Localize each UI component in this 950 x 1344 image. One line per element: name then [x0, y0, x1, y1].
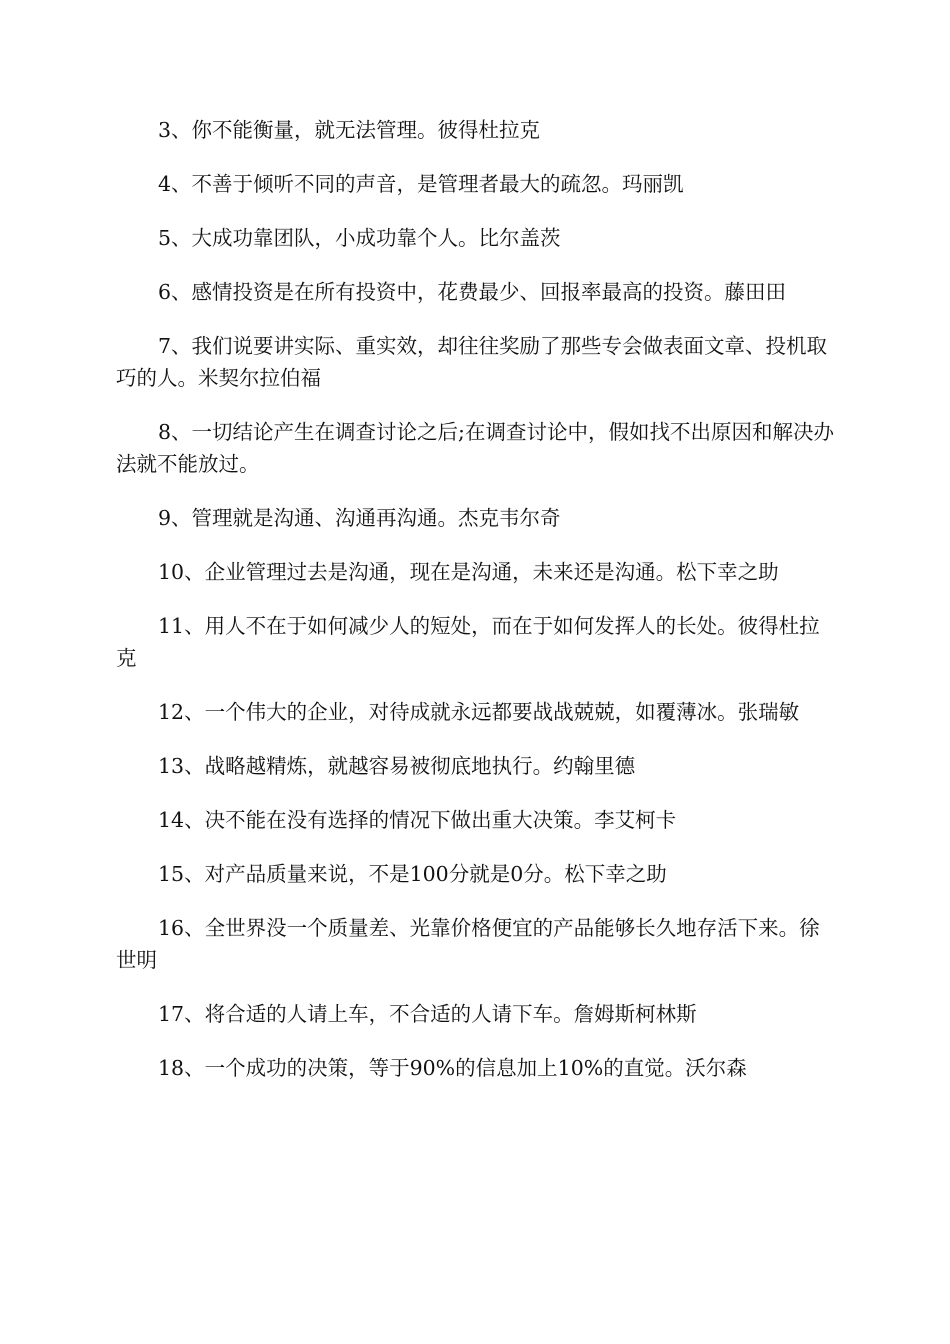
quote-paragraph-18: 18、一个成功的决策，等于90%的信息加上10%的直觉。沃尔森 — [158, 1056, 747, 1080]
quote-paragraph-13: 13、战略越精炼，就越容易被彻底地执行。约翰里德 — [158, 754, 636, 778]
quote-paragraph-11: 11、用人不在于如何减少人的短处，而在于如何发挥人的长处。彼得杜拉克 — [116, 614, 820, 670]
quote-paragraph-10: 10、企业管理过去是沟通，现在是沟通，未来还是沟通。松下幸之助 — [158, 560, 779, 584]
quote-paragraph-4: 4、不善于倾听不同的声音，是管理者最大的疏忽。玛丽凯 — [158, 172, 684, 196]
quote-paragraph-16: 16、全世界没一个质量差、光靠价格便宜的产品能够长久地存活下来。徐世明 — [116, 916, 820, 972]
quote-paragraph-9: 9、管理就是沟通、沟通再沟通。杰克韦尔奇 — [158, 506, 561, 530]
quote-paragraph-7: 7、我们说要讲实际、重实效，却往往奖励了那些专会做表面文章、投机取巧的人。米契尔拉伯福 — [116, 334, 828, 390]
quote-paragraph-15: 15、对产品质量来说，不是100分就是0分。松下幸之助 — [158, 862, 667, 886]
quote-paragraph-5: 5、大成功靠团队，小成功靠个人。比尔盖茨 — [158, 226, 561, 250]
quote-paragraph-8: 8、一切结论产生在调查讨论之后;在调查讨论中，假如找不出原因和解决办法就不能放过。 — [116, 420, 834, 476]
document-body — [116, 114, 836, 1106]
quote-paragraph-6: 6、感情投资是在所有投资中，花费最少、回报率最高的投资。藤田田 — [158, 280, 787, 304]
quote-paragraph-12: 12、一个伟大的企业，对待成就永远都要战战兢兢，如覆薄冰。张瑞敏 — [158, 700, 800, 724]
quote-paragraph-14: 14、决不能在没有选择的情况下做出重大决策。李艾柯卡 — [158, 808, 677, 832]
quote-paragraph-3: 3、你不能衡量，就无法管理。彼得杜拉克 — [158, 118, 541, 142]
quote-paragraph-17: 17、将合适的人请上车，不合适的人请下车。詹姆斯柯林斯 — [158, 1002, 697, 1026]
